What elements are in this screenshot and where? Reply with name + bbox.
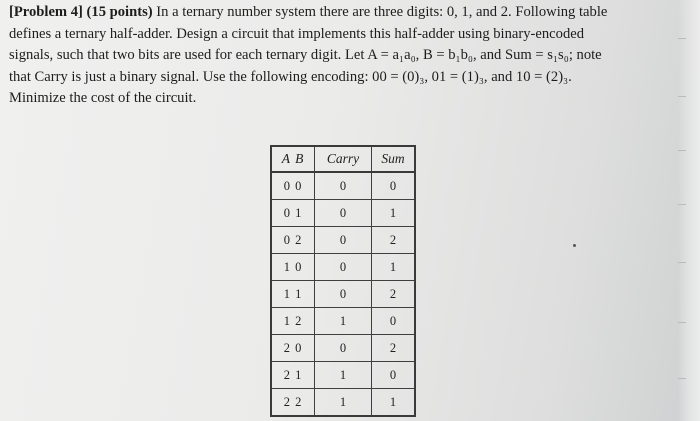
edge-mark bbox=[678, 262, 686, 263]
problem-line-1 bbox=[9, 2, 681, 24]
cell-ab: 1 0 bbox=[271, 254, 315, 281]
cell-sum: 0 bbox=[372, 172, 416, 200]
table-row bbox=[271, 335, 415, 362]
cell-carry: 1 bbox=[315, 362, 372, 389]
cell-sum: 0 bbox=[372, 362, 416, 389]
header-sum: Sum bbox=[372, 146, 416, 172]
cell-sum: 2 bbox=[372, 281, 416, 308]
edge-mark bbox=[678, 378, 686, 379]
cell-sum: 0 bbox=[372, 308, 416, 335]
cell-sum: 1 bbox=[372, 389, 416, 417]
table-row bbox=[271, 308, 415, 335]
cell-carry: 0 bbox=[315, 281, 372, 308]
cell-carry: 0 bbox=[315, 227, 372, 254]
cell-sum: 1 bbox=[372, 254, 416, 281]
cell-carry: 0 bbox=[315, 335, 372, 362]
table-row bbox=[271, 227, 415, 254]
cell-ab: 0 0 bbox=[271, 172, 315, 200]
stray-dot bbox=[573, 244, 576, 247]
cell-ab: 2 0 bbox=[271, 335, 315, 362]
table-row bbox=[271, 200, 415, 227]
cell-carry: 1 bbox=[315, 389, 372, 417]
page-right-edge bbox=[678, 0, 700, 421]
table-row bbox=[271, 389, 415, 417]
cell-ab: 2 2 bbox=[271, 389, 315, 417]
problem-line-1-text: In a ternary number system there are three digits: 0, 1, and 2. Following table bbox=[152, 4, 608, 20]
problem-line-3: signals, such that two bits are used for each ternary digit. Let A = a₁a₀, B = b₁b₀, and Sum = s₁s₀; note bbox=[9, 47, 602, 63]
edge-mark bbox=[678, 150, 686, 151]
problem-line-2: defines a ternary half-adder. Design a circuit that implements this half-adder using binary-encoded bbox=[9, 25, 585, 42]
problem-heading: [Problem 4] (15 points) bbox=[9, 4, 153, 20]
table-row bbox=[271, 172, 415, 200]
problem-line-4: that Carry is just a binary signal. Use the following encoding: 00 = (0)₃, 01 = (1)₃, and 10 = (2)₃. bbox=[9, 68, 572, 85]
table-header-row bbox=[271, 146, 415, 172]
cell-ab: 0 1 bbox=[271, 200, 315, 227]
cell-carry: 0 bbox=[315, 254, 372, 281]
cell-sum: 2 bbox=[372, 227, 416, 254]
half-adder-truth-table bbox=[270, 145, 416, 417]
cell-ab: 0 2 bbox=[271, 227, 315, 254]
table-row bbox=[271, 254, 415, 281]
problem-line-5: Minimize the cost of the circuit. bbox=[9, 90, 197, 106]
cell-ab: 1 1 bbox=[271, 281, 315, 308]
table-row bbox=[271, 281, 415, 308]
cell-sum: 1 bbox=[372, 200, 416, 227]
table-row bbox=[271, 362, 415, 389]
cell-carry: 0 bbox=[315, 172, 372, 200]
edge-mark bbox=[678, 322, 686, 323]
cell-ab: 1 2 bbox=[271, 308, 315, 335]
edge-mark bbox=[678, 204, 686, 205]
header-ab: A B bbox=[271, 146, 315, 172]
header-carry: Carry bbox=[315, 146, 372, 172]
problem-statement bbox=[9, 2, 681, 110]
cell-carry: 1 bbox=[315, 308, 372, 335]
cell-carry: 0 bbox=[315, 200, 372, 227]
cell-ab: 2 1 bbox=[271, 362, 315, 389]
cell-sum: 2 bbox=[372, 335, 416, 362]
